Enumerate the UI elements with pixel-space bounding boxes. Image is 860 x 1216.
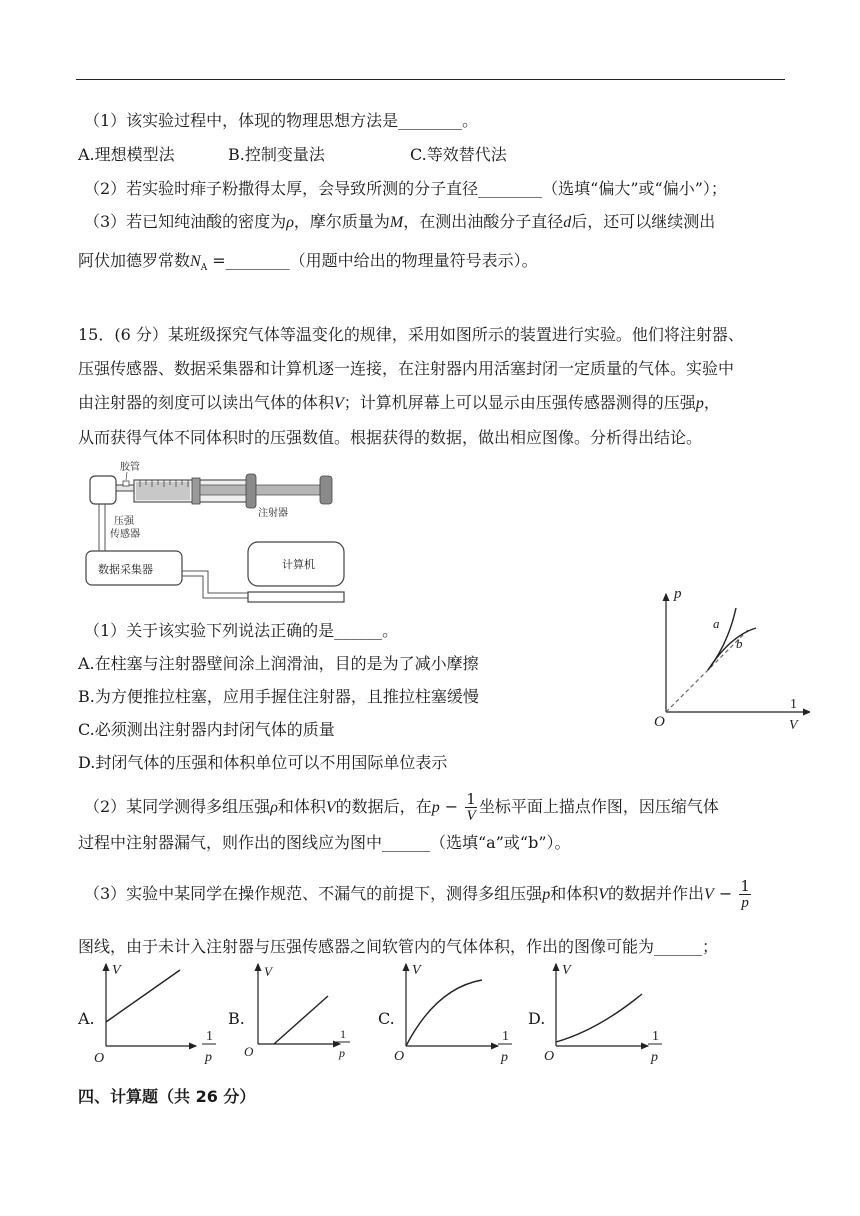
q15-sub1-option-d: D.封闭气体的压强和体积单位可以不用国际单位表示 — [78, 753, 448, 772]
graph-x-den: V — [789, 718, 798, 733]
choice-d-curve — [556, 994, 642, 1042]
q15-sub2-cont: 过程中注射器漏气，则作出的图线应为图中______（选填“a”或“b”）。 — [78, 833, 571, 852]
q15-sub3-cont: 图线，由于未计入注射器与压强传感器之间软管内的气体体积，作出的图像可能为______； — [78, 937, 719, 956]
plunger-rod — [200, 485, 320, 495]
svg-text:p: p — [651, 1050, 658, 1065]
section-4-heading: 四、计算题（共 26 分） — [78, 1087, 256, 1106]
q15-line-1: 15．(6 分）某班级探究气体等温变化的规律，采用如图所示的装置进行实验。他们将注射器、 — [78, 325, 744, 344]
plunger-piston — [192, 478, 200, 504]
choice-d-letter: D. — [528, 1009, 546, 1028]
svg-text:p: p — [205, 1050, 212, 1065]
svg-text:V: V — [412, 963, 421, 978]
q14-sub3-cont: 阿伏加德罗常数$N_A$ =________（用题中给出的物理量符号表示）。 — [78, 251, 538, 274]
svg-text:p: p — [339, 1046, 345, 1060]
svg-text:1: 1 — [652, 1029, 659, 1044]
choice-c-graph — [392, 958, 522, 1068]
svg-text:1: 1 — [502, 1029, 509, 1044]
sensor-label-2: 传感器 — [110, 529, 140, 540]
syringe-label: 注射器 — [258, 508, 288, 519]
svg-text:V: V — [562, 963, 571, 978]
q15-sub1-option-a: A.在柱塞与注射器壁间涂上润滑油，目的是为了减小摩擦 — [78, 654, 479, 673]
svg-text:O: O — [394, 1049, 405, 1064]
graph-y-label: p — [674, 586, 682, 602]
pressure-sensor-box — [90, 476, 116, 504]
choice-a-graph — [92, 958, 222, 1068]
q15-sub1-option-b: B.为方便推拉柱塞，应用手握住注射器，且推拉柱塞缓慢 — [78, 687, 479, 706]
apparatus-diagram — [80, 456, 360, 606]
choice-c-letter: C. — [378, 1009, 395, 1028]
q14-option-c: C.等效替代法 — [410, 145, 507, 164]
tube-label: 胶管 — [120, 462, 140, 473]
q14-sub3: （3）若已知纯油酸的密度为ρ，摩尔质量为M，在测出油酸分子直径d后，还可以继续测出 — [84, 212, 716, 231]
choice-b-line — [274, 996, 328, 1044]
curve-a-label: a — [713, 616, 720, 631]
p-inverse-v-graph — [650, 584, 810, 734]
computer-label: 计算机 — [282, 558, 315, 571]
curve-b — [708, 628, 756, 670]
choice-a-letter: A. — [78, 1009, 95, 1028]
choice-b-letter: B. — [228, 1009, 245, 1028]
q14-sub1: （1）该实验过程中，体现的物理思想方法是________。 — [84, 111, 479, 130]
svg-text:p: p — [501, 1050, 508, 1065]
svg-text:O: O — [244, 1044, 254, 1059]
q15-sub3: （3）实验中某同学在操作规范、不漏气的前提下，测得多组压强p和体积V的数据并作出V − $\frac{1}{p}$ — [84, 877, 750, 911]
q14-option-a: A.理想模型法 — [78, 145, 175, 164]
q15-line-2: 压强传感器、数据采集器和计算机逐一连接，在注射器内用活塞封闭一定质量的气体。实验中 — [78, 359, 735, 378]
q15-sub2: （2）某同学测得多组压强ρ和体积V的数据后，在p − $\frac{1}{V}$ 坐标平面上描点作图，因压缩气体 — [84, 790, 719, 824]
q15-line-4: 从而获得气体不同体积时的压强数值。根据获得的数据，做出相应图像。分析得出结论。 — [78, 428, 703, 447]
graph-origin: O — [654, 714, 665, 730]
computer-keyboard — [248, 592, 344, 602]
collector-label: 数据采集器 — [98, 563, 153, 576]
svg-text:1: 1 — [340, 1027, 346, 1041]
q15-sub1-option-c: C.必须测出注射器内封闭气体的质量 — [78, 720, 335, 739]
q14-sub2: （2）若实验时痱子粉撒得太厚，会导致所测的分子直径________（选填“偏大”或“偏小”）； — [84, 179, 727, 198]
graph-x-num: 1 — [790, 697, 797, 712]
header-rule — [76, 79, 785, 80]
q15-line-3: 由注射器的刻度可以读出气体的体积V；计算机屏幕上可以显示由压强传感器测得的压强p， — [78, 393, 720, 412]
q14-option-b: B.控制变量法 — [228, 145, 325, 164]
svg-text:1: 1 — [206, 1029, 213, 1044]
svg-text:O: O — [94, 1051, 105, 1066]
q15-sub1: （1）关于该实验下列说法正确的是______。 — [84, 621, 399, 640]
choice-b-graph — [244, 958, 364, 1068]
sensor-label-1: 压强 — [114, 516, 134, 527]
syringe-flange — [246, 474, 256, 508]
curve-b-label: b — [736, 636, 743, 651]
svg-text:V: V — [112, 963, 121, 978]
plunger-handle — [320, 476, 332, 504]
choice-d-graph — [542, 958, 672, 1068]
choice-c-curve — [406, 980, 482, 1046]
svg-text:O: O — [544, 1049, 555, 1064]
svg-text:V: V — [264, 964, 272, 979]
